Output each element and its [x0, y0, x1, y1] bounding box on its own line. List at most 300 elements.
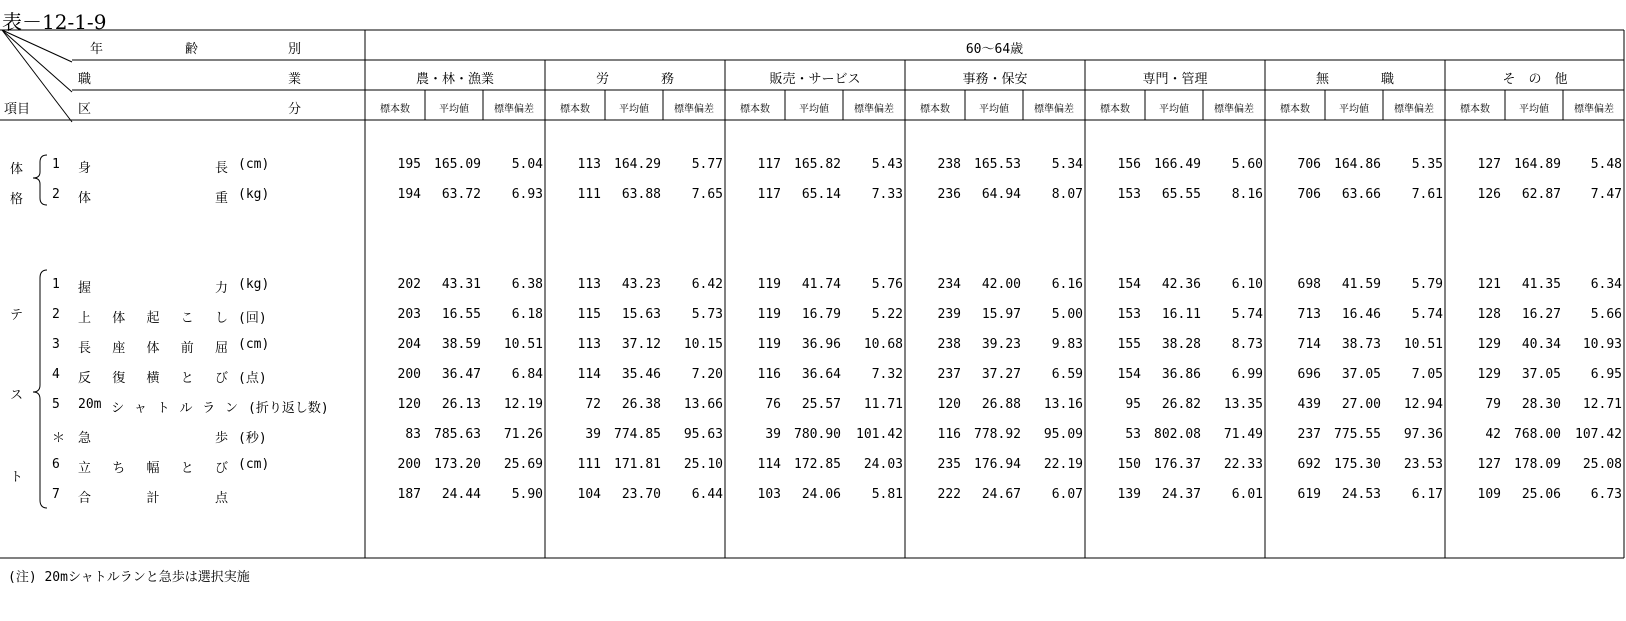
row-label-char: と: [180, 461, 194, 476]
table-cell: 111: [577, 457, 601, 472]
table-cell: 26.13: [441, 397, 481, 412]
table-cell: 780.90: [794, 427, 841, 442]
header-subcol: 標準偏差: [854, 104, 894, 115]
table-cell: 16.46: [1341, 307, 1381, 322]
table-cell: 222: [937, 487, 961, 502]
table-cell: 785.63: [434, 427, 481, 442]
table-cell: 116: [937, 427, 961, 442]
table-cell: 176.37: [1154, 457, 1201, 472]
table-cell: 6.01: [1231, 487, 1263, 502]
table-cell: 127: [1477, 157, 1501, 172]
header-subcol: 平均値: [1519, 104, 1549, 115]
table-cell: 24.03: [863, 457, 903, 472]
table-cell: 6.44: [691, 487, 723, 502]
header-subcol: 標本数: [740, 104, 770, 115]
row-number: 6: [52, 457, 60, 472]
table-cell: 6.18: [511, 307, 543, 322]
table-cell: 8.07: [1051, 187, 1083, 202]
table-cell: 42: [1485, 427, 1501, 442]
table-cell: 36.47: [441, 367, 481, 382]
table-cell: 116: [757, 367, 781, 382]
table-cell: 235: [937, 457, 961, 472]
table-cell: 16.79: [801, 307, 841, 322]
diag-1: [2, 30, 72, 62]
table-cell: 25.08: [1582, 457, 1622, 472]
header-occ-1: 職: [78, 72, 92, 87]
table-cell: 7.47: [1590, 187, 1622, 202]
row-unit: (cm): [238, 457, 270, 472]
table-cell: 774.85: [614, 427, 661, 442]
table-cell: 154: [1117, 277, 1141, 292]
table-cell: 6.95: [1590, 367, 1622, 382]
table-cell: 111: [577, 187, 601, 202]
table-cell: 129: [1477, 337, 1501, 352]
table-cell: 5.48: [1590, 157, 1622, 172]
table-title: 表－12-1-9: [2, 10, 107, 34]
header-age-1: 年: [90, 42, 104, 57]
table-cell: 696: [1297, 367, 1321, 382]
table-cell: 128: [1477, 307, 1501, 322]
row-label-char: 歩: [214, 431, 228, 446]
table-cell: 10.51: [1403, 337, 1443, 352]
row-number: 7: [52, 487, 60, 502]
table-cell: 101.42: [856, 427, 903, 442]
table-cell: 37.05: [1341, 367, 1381, 382]
table-cell: 6.42: [691, 277, 723, 292]
table-cell: 38.59: [441, 337, 481, 352]
header-subcol: 平均値: [1339, 104, 1369, 115]
header-subcol: 平均値: [439, 104, 469, 115]
table-cell: 5.79: [1411, 277, 1443, 292]
table-cell: 39.23: [981, 337, 1021, 352]
row-label-char: ン: [224, 401, 238, 416]
table-cell: 5.60: [1231, 157, 1263, 172]
table-cell: 38.28: [1161, 337, 1201, 352]
table-cell: 165.82: [794, 157, 841, 172]
table-cell: 63.66: [1341, 187, 1381, 202]
header-subcol: 標本数: [380, 104, 410, 115]
table-cell: 24.53: [1341, 487, 1381, 502]
table-cell: 22.19: [1043, 457, 1083, 472]
table-cell: 6.17: [1411, 487, 1443, 502]
table-cell: 95: [1125, 397, 1141, 412]
table-cell: 714: [1297, 337, 1321, 352]
table-cell: 43.23: [621, 277, 661, 292]
row-number: 2: [52, 307, 60, 322]
table-cell: 164.86: [1334, 157, 1381, 172]
table-cell: 26.82: [1161, 397, 1201, 412]
table-cell: 126: [1477, 187, 1501, 202]
table-cell: 5.74: [1231, 307, 1263, 322]
group-brace-body: [33, 155, 47, 205]
table-cell: 238: [937, 337, 961, 352]
table-cell: 23.53: [1403, 457, 1443, 472]
row-label-char: 復: [112, 371, 126, 386]
header-occupation: 専門・管理: [1142, 72, 1208, 87]
header-subcol: 平均値: [619, 104, 649, 115]
row-label-char: ラ: [202, 401, 216, 416]
table-cell: 7.05: [1411, 367, 1443, 382]
table-cell: 27.00: [1341, 397, 1381, 412]
row-unit: (回): [238, 311, 267, 326]
table-cell: 16.27: [1521, 307, 1561, 322]
table-cell: 802.08: [1154, 427, 1201, 442]
row-label: [78, 457, 228, 476]
table-cell: 117: [757, 187, 781, 202]
table-cell: 115: [577, 307, 601, 322]
row-label: [78, 487, 228, 506]
table-cell: 176.94: [974, 457, 1021, 472]
table-cell: 156: [1117, 157, 1141, 172]
header-class-2: 分: [288, 102, 302, 117]
row-label-char: 立: [78, 461, 92, 476]
row-label-char: 力: [214, 281, 228, 296]
table-cell: 13.16: [1043, 397, 1083, 412]
table-cell: 236: [937, 187, 961, 202]
table-cell: 24.06: [801, 487, 841, 502]
row-label-char: し: [214, 311, 228, 326]
table-cell: 153: [1117, 307, 1141, 322]
table-cell: 5.35: [1411, 157, 1443, 172]
table-cell: 113: [577, 157, 601, 172]
table-cell: 6.16: [1051, 277, 1083, 292]
header-occupation: 労 務: [595, 72, 674, 87]
table-cell: 5.22: [871, 307, 903, 322]
header-item: 項目: [4, 102, 31, 117]
table-cell: 120: [397, 397, 421, 412]
table-cell: 119: [757, 277, 781, 292]
table-cell: 10.93: [1582, 337, 1622, 352]
row-label-char: 反: [78, 371, 92, 386]
row-label-char: 20m: [78, 397, 102, 412]
row-number: 2: [52, 187, 60, 202]
table-cell: 775.55: [1334, 427, 1381, 442]
group-label-char: ス: [10, 388, 24, 403]
table-cell: 53: [1125, 427, 1141, 442]
row-label-char: 計: [146, 491, 160, 506]
table-cell: 187: [397, 487, 421, 502]
table-cell: 200: [397, 367, 421, 382]
table-cell: 26.88: [981, 397, 1021, 412]
row-label-char: び: [214, 371, 228, 386]
row-label: [78, 307, 228, 326]
header-occupation: 無 職: [1315, 72, 1394, 87]
table-cell: 5.73: [691, 307, 723, 322]
table-cell: 37.12: [621, 337, 661, 352]
header-occupation: 販売・サービス: [769, 72, 861, 87]
header-age-2: 齢: [185, 42, 199, 57]
table-cell: 24.44: [441, 487, 481, 502]
table-cell: 237: [937, 367, 961, 382]
table-cell: 12.71: [1582, 397, 1622, 412]
table-cell: 5.34: [1051, 157, 1083, 172]
table-cell: 5.04: [511, 157, 543, 172]
table-cell: 166.49: [1154, 157, 1201, 172]
table-cell: 117: [757, 157, 781, 172]
row-label-char: 体: [112, 311, 126, 326]
header-age-group: 60～64歳: [965, 42, 1024, 57]
table-cell: 234: [937, 277, 961, 292]
group-label-char: 格: [10, 192, 24, 207]
table-cell: 6.34: [1590, 277, 1622, 292]
table-cell: 72: [585, 397, 601, 412]
row-number: 1: [52, 157, 60, 172]
row-number: 5: [52, 397, 60, 412]
table-cell: 175.30: [1334, 457, 1381, 472]
table-cell: 778.92: [974, 427, 1021, 442]
table-cell: 5.77: [691, 157, 723, 172]
table-cell: 6.59: [1051, 367, 1083, 382]
table-cell: 706: [1297, 157, 1321, 172]
row-label-char: 横: [146, 371, 160, 386]
row-label-char: こ: [180, 311, 194, 326]
table-cell: 119: [757, 337, 781, 352]
row-label-char: 長: [78, 341, 92, 356]
table-cell: 65.55: [1161, 187, 1201, 202]
row-unit: (kg): [238, 277, 270, 292]
row-label-char: ち: [112, 461, 126, 476]
table-cell: 42.36: [1161, 277, 1201, 292]
table-cell: 42.00: [981, 277, 1021, 292]
row-label-char: 屈: [214, 341, 228, 356]
table-cell: 768.00: [1514, 427, 1561, 442]
table-cell: 41.35: [1521, 277, 1561, 292]
table-cell: 203: [397, 307, 421, 322]
table-cell: 692: [1297, 457, 1321, 472]
table-cell: 43.31: [441, 277, 481, 292]
group-label-char: ト: [10, 470, 24, 485]
table-cell: 194: [397, 187, 421, 202]
table-cell: 63.88: [621, 187, 661, 202]
table-cell: 25.10: [683, 457, 723, 472]
table-cell: 238: [937, 157, 961, 172]
header-subcol: 標準偏差: [1394, 104, 1434, 115]
row-label-char: と: [180, 371, 194, 386]
row-label-char: 身: [78, 161, 92, 176]
row-label-char: 重: [214, 191, 228, 206]
table-cell: 172.85: [794, 457, 841, 472]
table-cell: 6.38: [511, 277, 543, 292]
table-cell: 16.55: [441, 307, 481, 322]
table-cell: 195: [397, 157, 421, 172]
table-cell: 24.67: [981, 487, 1021, 502]
row-label-char: 合: [78, 491, 92, 506]
table-cell: 95.63: [683, 427, 723, 442]
row-label: [78, 427, 228, 446]
table-cell: 6.93: [511, 187, 543, 202]
row-number: 1: [52, 277, 60, 292]
table-cell: 164.89: [1514, 157, 1561, 172]
table-cell: 10.68: [863, 337, 903, 352]
row-label-char: 急: [78, 431, 92, 446]
table-cell: 114: [757, 457, 781, 472]
table-cell: 200: [397, 457, 421, 472]
group-label-char: テ: [10, 308, 24, 323]
header-subcol: 標準偏差: [674, 104, 714, 115]
header-occupation: 事務・保安: [962, 72, 1028, 87]
header-age-3: 別: [288, 42, 302, 57]
table-cell: 113: [577, 277, 601, 292]
table-cell: 6.07: [1051, 487, 1083, 502]
table-cell: 164.29: [614, 157, 661, 172]
table-cell: 698: [1297, 277, 1321, 292]
table-cell: 26.38: [621, 397, 661, 412]
row-label-char: シ: [111, 401, 125, 416]
row-number: 4: [52, 367, 60, 382]
table-cell: 83: [405, 427, 421, 442]
table-cell: 71.49: [1223, 427, 1263, 442]
table-cell: 154: [1117, 367, 1141, 382]
table-cell: 165.09: [434, 157, 481, 172]
table-cell: 64.94: [981, 187, 1021, 202]
table-cell: 6.10: [1231, 277, 1263, 292]
table-cell: 7.20: [691, 367, 723, 382]
table-cell: 24.37: [1161, 487, 1201, 502]
table-cell: 25.69: [503, 457, 543, 472]
table-cell: 11.71: [863, 397, 903, 412]
header-subcol: 標本数: [1280, 104, 1310, 115]
table-cell: 706: [1297, 187, 1321, 202]
table-cell: 5.66: [1590, 307, 1622, 322]
table-cell: 13.66: [683, 397, 723, 412]
table-cell: 202: [397, 277, 421, 292]
table-cell: 6.84: [511, 367, 543, 382]
table-cell: 36.96: [801, 337, 841, 352]
row-unit: (cm): [238, 157, 270, 172]
table-cell: 36.86: [1161, 367, 1201, 382]
row-label-char: ル: [179, 401, 193, 416]
table-cell: 39: [765, 427, 781, 442]
row-number: 3: [52, 337, 60, 352]
table-cell: 15.63: [621, 307, 661, 322]
table-cell: 165.53: [974, 157, 1021, 172]
table-cell: 120: [937, 397, 961, 412]
table-cell: 63.72: [441, 187, 481, 202]
row-label: [78, 367, 228, 386]
table-cell: 139: [1117, 487, 1141, 502]
table-cell: 121: [1477, 277, 1501, 292]
table-cell: 5.76: [871, 277, 903, 292]
row-label: [78, 277, 228, 296]
row-label-char: 点: [214, 491, 228, 506]
row-label-char: 長: [214, 161, 228, 176]
table-cell: 5.43: [871, 157, 903, 172]
table-cell: 5.81: [871, 487, 903, 502]
header-subcol: 標本数: [1100, 104, 1130, 115]
table-cell: 127: [1477, 457, 1501, 472]
header-subcol: 標準偏差: [1214, 104, 1254, 115]
header-occ-2: 業: [288, 72, 302, 87]
row-unit: (秒): [238, 431, 267, 446]
table-cell: 22.33: [1223, 457, 1263, 472]
table-cell: 62.87: [1521, 187, 1561, 202]
table-cell: 97.36: [1403, 427, 1443, 442]
header-subcol: 平均値: [799, 104, 829, 115]
table-cell: 28.30: [1521, 397, 1561, 412]
table-cell: 38.73: [1341, 337, 1381, 352]
table-cell: 107.42: [1575, 427, 1622, 442]
table-cell: 36.64: [801, 367, 841, 382]
row-label-char: 上: [78, 311, 92, 326]
table-cell: 8.73: [1231, 337, 1263, 352]
table-cell: 10.15: [683, 337, 723, 352]
header-subcol: 平均値: [1159, 104, 1189, 115]
table-cell: 7.32: [871, 367, 903, 382]
table-cell: 5.74: [1411, 307, 1443, 322]
diag-2: [2, 30, 72, 92]
table-cell: 178.09: [1514, 457, 1561, 472]
row-unit: (点): [238, 371, 267, 386]
table-cell: 619: [1297, 487, 1321, 502]
table-cell: 37.05: [1521, 367, 1561, 382]
row-label-char: 幅: [146, 461, 160, 476]
table-cell: 65.14: [801, 187, 841, 202]
row-label-char: ャ: [133, 401, 147, 416]
table-cell: 103: [757, 487, 781, 502]
row-label-char: 体: [78, 191, 92, 206]
group-label-char: 体: [10, 162, 24, 177]
table-cell: 171.81: [614, 457, 661, 472]
header-occupation: 農・林・漁業: [415, 72, 494, 87]
table-cell: 713: [1297, 307, 1321, 322]
table-cell: 109: [1477, 487, 1501, 502]
table-cell: 25.06: [1521, 487, 1561, 502]
row-label-char: 体: [146, 341, 160, 356]
table-cell: 7.61: [1411, 187, 1443, 202]
table-cell: 16.11: [1161, 307, 1201, 322]
row-label-char: ト: [156, 401, 170, 416]
table-cell: 129: [1477, 367, 1501, 382]
row-label: [78, 187, 228, 206]
table-cell: 12.94: [1403, 397, 1443, 412]
row-unit: (折り返し数): [248, 401, 329, 416]
table-cell: 119: [757, 307, 781, 322]
row-number: ＊: [52, 431, 66, 446]
table-cell: 8.16: [1231, 187, 1263, 202]
table-cell: 113: [577, 337, 601, 352]
table-cell: 23.70: [621, 487, 661, 502]
header-subcol: 標準偏差: [494, 104, 534, 115]
table-cell: 76: [765, 397, 781, 412]
header-class-1: 区: [78, 102, 92, 117]
row-label-char: び: [214, 461, 228, 476]
table-cell: 150: [1117, 457, 1141, 472]
header-subcol: 標準偏差: [1034, 104, 1074, 115]
header-subcol: 標準偏差: [1574, 104, 1614, 115]
row-label: [78, 397, 238, 416]
table-cell: 13.35: [1223, 397, 1263, 412]
table-cell: 239: [937, 307, 961, 322]
header-subcol: 標本数: [560, 104, 590, 115]
header-subcol: 標本数: [1460, 104, 1490, 115]
table-cell: 104: [577, 487, 601, 502]
table-cell: 41.74: [801, 277, 841, 292]
table-cell: 114: [577, 367, 601, 382]
row-unit: (kg): [238, 187, 270, 202]
table-cell: 15.97: [981, 307, 1021, 322]
row-label-char: 起: [146, 311, 160, 326]
group-brace-test: [33, 270, 47, 508]
table-cell: 5.90: [511, 487, 543, 502]
table-cell: 41.59: [1341, 277, 1381, 292]
table-cell: 25.57: [801, 397, 841, 412]
table-cell: 153: [1117, 187, 1141, 202]
table-cell: 6.99: [1231, 367, 1263, 382]
table-cell: 35.46: [621, 367, 661, 382]
row-label: [78, 157, 228, 176]
table-cell: 155: [1117, 337, 1141, 352]
table-cell: 71.26: [503, 427, 543, 442]
